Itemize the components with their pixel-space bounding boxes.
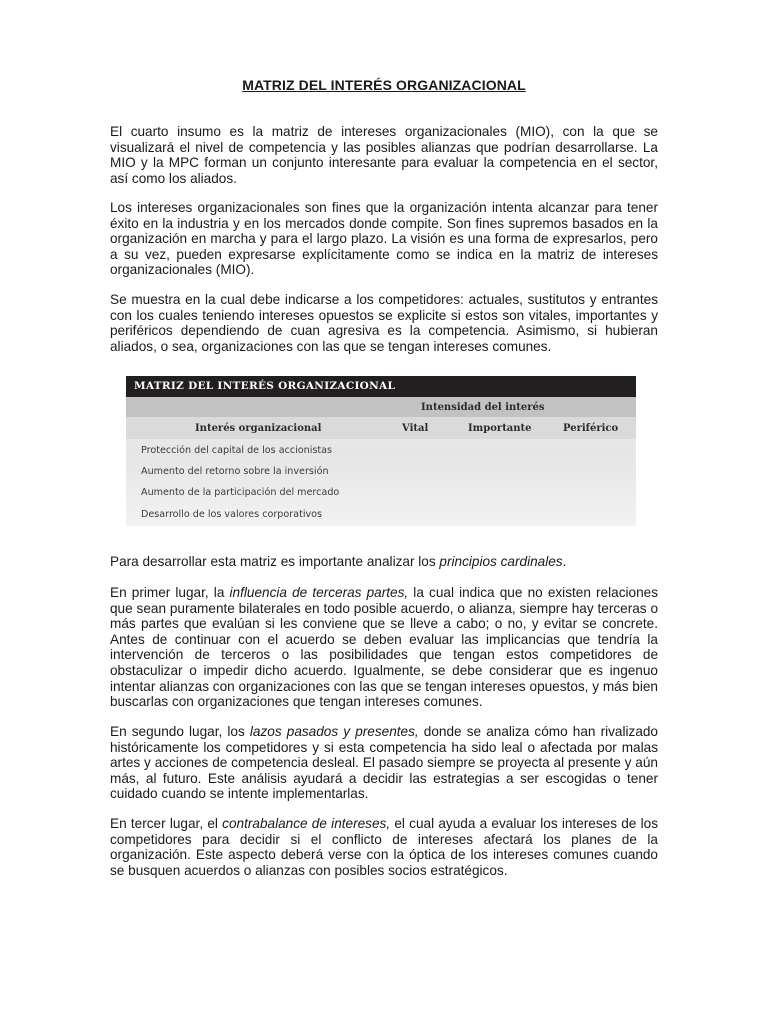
- matrix-row: Desarrollo de los valores corporativos: [141, 509, 323, 520]
- text-segment: el cual ayuda a evaluar los intereses de los competidores para decidir si el conflicto de intereses afectará los planes de la organización. Este aspecto deberá verse con la óptica de los intereses comunes cuando se busquen acuerdos o alianzas con posibles socios estratégicos.: [110, 816, 658, 878]
- column-important: Importante: [468, 423, 532, 434]
- paragraph-cardinal-principles: [110, 554, 658, 570]
- paragraph-third-parties: [110, 585, 658, 710]
- paragraph-past-present-ties: [110, 724, 658, 802]
- text-segment: la cual indica que no existen relaciones que sean puramente bilaterales en todo posible acuerdo, o alianza, siempre hay terceras o más partes que evalúan si les conviene que se lleve a cabo; o no, y evitar se concrete. Antes de continuar con el acuerdo se deben evaluar las implicancias que tendría la intervención de terceros o las posibilidades que tengan estos competidores de obstaculizar o impedir dicho acuerdo. Igualmente, se debe considerar que es ingenuo intentar alianzas con organizaciones con las que se tengan intereses opuestos, y más bien buscarlas con organizaciones que tengan intereses comunes.: [110, 585, 658, 710]
- emphasis-text: principios cardinales: [439, 554, 563, 569]
- emphasis-text: contrabalance de intereses,: [222, 816, 391, 831]
- matrix-row: Protección del capital de los accionistas: [141, 445, 333, 456]
- text-segment: donde se analiza cómo han rivalizado históricamente los competidores y si esta competencia ha sido leal o afectada por malas artes y acciones de competencia desleal. El pasado siempre se proyecta al presente y aún más, al futuro. Este análisis ayudará a decidir las estrategias a ser escogidas o tener cuidado cuando se intente implementarlas.: [110, 724, 658, 802]
- column-interest: Interés organizacional: [195, 423, 322, 434]
- matrix-header: MATRIZ DEL INTERÉS ORGANIZACIONAL: [126, 376, 636, 397]
- matrix-row: Aumento de la participación del mercado: [141, 487, 340, 498]
- paragraph-competitors: Se muestra en la cual debe indicarse a los competidores: actuales, sustitutos y entrantes con los cuales teniendo intereses opuestos se explicite si estos son vitales, importantes y periféricos dependiendo de cuan agresiva es la competencia. Asimismo, si hubieran aliados, o sea, organizaciones con las que se tengan intereses comunes.: [110, 292, 658, 354]
- page-title: MATRIZ DEL INTERÉS ORGANIZACIONAL: [242, 77, 526, 93]
- paragraph-organizational-interests: Los intereses organizacionales son fines que la organización intenta alcanzar para tener éxito en la industria y en los mercados donde compite. Son fines supremos basados en la organización en marcha y para el largo plazo. La visión es una forma de expresarlos, pero a su vez, pueden expresarse explícitamente como se indica en la matriz de intereses organizacionales (MIO).: [110, 200, 658, 278]
- matrix-column-headers: [126, 417, 636, 439]
- matrix-intensity-band: [126, 397, 636, 417]
- paragraph-counterbalance: [110, 816, 658, 878]
- intensity-label: Intensidad del interés: [421, 402, 545, 413]
- matrix-row: Aumento del retorno sobre la inversión: [141, 466, 329, 477]
- emphasis-text: influencia de terceras partes,: [229, 585, 409, 600]
- matrix-figure: [126, 376, 636, 526]
- text-segment: En tercer lugar, el: [110, 816, 223, 831]
- text-segment: En segundo lugar, los: [110, 724, 250, 739]
- column-peripheral: Periférico: [563, 423, 619, 434]
- column-vital: Vital: [402, 423, 429, 434]
- text-segment: Para desarrollar esta matriz es importante analizar los: [110, 554, 440, 569]
- text-segment: En primer lugar, la: [110, 585, 230, 600]
- paragraph-intro: El cuarto insumo es la matriz de intereses organizacionales (MIO), con la que se visualizará el nivel de competencia y las posibles alianzas que podrían desarrollarse. La MIO y la MPC forman un conjunto interesante para evaluar la competencia en el sector, así como los aliados.: [110, 124, 658, 186]
- emphasis-text: lazos pasados y presentes,: [249, 724, 419, 739]
- text-segment: .: [562, 554, 567, 569]
